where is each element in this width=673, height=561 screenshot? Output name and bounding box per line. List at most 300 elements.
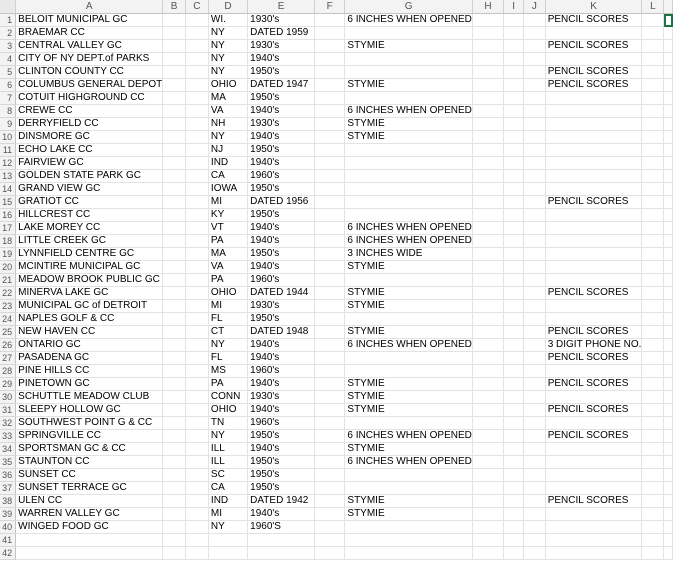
empty-cell[interactable] — [642, 66, 664, 79]
empty-cell[interactable] — [504, 53, 524, 66]
empty-cell[interactable] — [524, 79, 546, 92]
empty-cell[interactable] — [504, 287, 524, 300]
club-name-cell[interactable]: ECHO LAKE CC — [16, 144, 163, 157]
empty-cell[interactable] — [314, 443, 345, 456]
empty-cell[interactable] — [314, 27, 345, 40]
note-cell[interactable]: STYMIE — [345, 118, 472, 131]
club-name-cell[interactable]: FAIRVIEW GC — [16, 157, 163, 170]
note-cell[interactable] — [345, 209, 472, 222]
empty-cell[interactable] — [642, 14, 664, 27]
empty-cell[interactable] — [524, 391, 546, 404]
score-note-cell[interactable] — [545, 365, 642, 378]
empty-cell[interactable] — [185, 339, 208, 352]
score-note-cell[interactable] — [545, 118, 642, 131]
empty-cell[interactable] — [642, 222, 664, 235]
empty-cell[interactable] — [664, 313, 673, 326]
score-note-cell[interactable] — [545, 456, 642, 469]
note-cell[interactable]: 6 INCHES WHEN OPENED — [345, 235, 472, 248]
empty-cell[interactable] — [664, 40, 673, 53]
empty-cell[interactable] — [472, 79, 503, 92]
empty-cell[interactable] — [314, 183, 345, 196]
date-cell[interactable]: 1960's — [248, 365, 315, 378]
row-header[interactable]: 40 — [0, 521, 16, 534]
date-cell[interactable]: DATED 1942 — [248, 495, 315, 508]
score-note-cell[interactable]: PENCIL SCORES — [545, 66, 642, 79]
empty-cell[interactable] — [524, 118, 546, 131]
empty-cell[interactable] — [185, 326, 208, 339]
score-note-cell[interactable]: PENCIL SCORES — [545, 40, 642, 53]
note-cell[interactable]: 6 INCHES WHEN OPENED — [345, 14, 472, 27]
club-name-cell[interactable]: CITY OF NY DEPT.of PARKS — [16, 53, 163, 66]
empty-cell[interactable] — [314, 417, 345, 430]
empty-cell[interactable] — [163, 469, 186, 482]
row-header[interactable]: 9 — [0, 118, 16, 131]
row-header[interactable]: 3 — [0, 40, 16, 53]
date-cell[interactable]: 1940's — [248, 443, 315, 456]
empty-cell[interactable] — [664, 326, 673, 339]
empty-cell[interactable] — [314, 196, 345, 209]
empty-cell[interactable] — [664, 144, 673, 157]
empty-cell[interactable] — [642, 92, 664, 105]
empty-cell[interactable] — [524, 92, 546, 105]
empty-cell[interactable] — [642, 430, 664, 443]
empty-cell[interactable] — [664, 365, 673, 378]
date-cell[interactable]: 1940's — [248, 339, 315, 352]
empty-cell[interactable] — [664, 417, 673, 430]
empty-cell[interactable] — [524, 534, 546, 547]
empty-cell[interactable] — [524, 508, 546, 521]
empty-cell[interactable] — [642, 53, 664, 66]
empty-cell[interactable] — [163, 14, 186, 27]
empty-cell[interactable] — [524, 339, 546, 352]
note-cell[interactable]: 6 INCHES WHEN OPENED — [345, 339, 472, 352]
empty-cell[interactable] — [504, 430, 524, 443]
note-cell[interactable]: STYMIE — [345, 378, 472, 391]
empty-cell[interactable] — [163, 495, 186, 508]
club-name-cell[interactable]: DINSMORE GC — [16, 131, 163, 144]
state-cell[interactable]: CA — [208, 482, 247, 495]
score-note-cell[interactable] — [545, 417, 642, 430]
empty-cell[interactable] — [314, 300, 345, 313]
selected-cell[interactable] — [664, 14, 673, 27]
empty-cell[interactable] — [163, 248, 186, 261]
empty-cell[interactable] — [524, 105, 546, 118]
empty-cell[interactable] — [314, 209, 345, 222]
state-cell[interactable]: NY — [208, 40, 247, 53]
row-header[interactable]: 38 — [0, 495, 16, 508]
empty-cell[interactable] — [163, 378, 186, 391]
empty-cell[interactable] — [314, 248, 345, 261]
empty-cell[interactable] — [163, 53, 186, 66]
empty-cell[interactable] — [472, 183, 503, 196]
empty-cell[interactable] — [642, 313, 664, 326]
note-cell[interactable] — [345, 313, 472, 326]
column-header-d[interactable]: D — [208, 0, 247, 14]
club-name-cell[interactable]: NEW HAVEN CC — [16, 326, 163, 339]
club-name-cell[interactable]: PINETOWN GC — [16, 378, 163, 391]
empty-cell[interactable] — [472, 469, 503, 482]
date-cell[interactable]: 1950's — [248, 313, 315, 326]
row-header[interactable]: 26 — [0, 339, 16, 352]
empty-cell[interactable] — [185, 417, 208, 430]
empty-cell[interactable] — [642, 248, 664, 261]
date-cell[interactable]: 1940's — [248, 378, 315, 391]
empty-cell[interactable] — [314, 391, 345, 404]
empty-cell[interactable] — [185, 547, 208, 560]
empty-cell[interactable] — [642, 27, 664, 40]
select-all-corner[interactable] — [0, 0, 16, 14]
empty-cell[interactable] — [185, 235, 208, 248]
club-name-cell[interactable]: CENTRAL VALLEY GC — [16, 40, 163, 53]
empty-cell[interactable] — [163, 391, 186, 404]
row-header[interactable]: 27 — [0, 352, 16, 365]
empty-cell[interactable] — [504, 469, 524, 482]
column-header-g[interactable]: G — [345, 0, 472, 14]
state-cell[interactable]: NY — [208, 339, 247, 352]
empty-cell[interactable] — [185, 222, 208, 235]
empty-cell[interactable] — [314, 547, 345, 560]
note-cell[interactable] — [345, 66, 472, 79]
empty-cell[interactable] — [642, 404, 664, 417]
state-cell[interactable]: CONN — [208, 391, 247, 404]
empty-cell[interactable] — [163, 313, 186, 326]
empty-cell[interactable] — [314, 521, 345, 534]
empty-cell[interactable] — [504, 274, 524, 287]
empty-cell[interactable] — [664, 27, 673, 40]
empty-cell[interactable] — [504, 92, 524, 105]
row-header[interactable]: 28 — [0, 365, 16, 378]
empty-cell[interactable] — [504, 326, 524, 339]
note-cell[interactable]: STYMIE — [345, 508, 472, 521]
empty-cell[interactable] — [524, 14, 546, 27]
empty-cell[interactable] — [642, 352, 664, 365]
score-note-cell[interactable] — [545, 547, 642, 560]
row-header[interactable]: 8 — [0, 105, 16, 118]
score-note-cell[interactable] — [545, 105, 642, 118]
empty-cell[interactable] — [504, 313, 524, 326]
date-cell[interactable]: DATED 1944 — [248, 287, 315, 300]
empty-cell[interactable] — [472, 534, 503, 547]
state-cell[interactable]: OHIO — [208, 287, 247, 300]
empty-cell[interactable] — [504, 521, 524, 534]
score-note-cell[interactable] — [545, 274, 642, 287]
empty-cell[interactable] — [314, 14, 345, 27]
score-note-cell[interactable] — [545, 144, 642, 157]
empty-cell[interactable] — [642, 456, 664, 469]
row-header[interactable]: 7 — [0, 92, 16, 105]
row-header[interactable]: 5 — [0, 66, 16, 79]
empty-cell[interactable] — [664, 404, 673, 417]
column-header-e[interactable]: E — [248, 0, 315, 14]
club-name-cell[interactable]: BELOIT MUNICIPAL GC — [16, 14, 163, 27]
empty-cell[interactable] — [163, 404, 186, 417]
empty-cell[interactable] — [664, 222, 673, 235]
note-cell[interactable]: 6 INCHES WHEN OPENED — [345, 105, 472, 118]
note-cell[interactable]: STYMIE — [345, 287, 472, 300]
empty-cell[interactable] — [185, 482, 208, 495]
empty-cell[interactable] — [504, 352, 524, 365]
empty-cell[interactable] — [314, 40, 345, 53]
state-cell[interactable]: PA — [208, 235, 247, 248]
empty-cell[interactable] — [472, 157, 503, 170]
empty-cell[interactable] — [504, 248, 524, 261]
empty-cell[interactable] — [504, 300, 524, 313]
row-header[interactable]: 6 — [0, 79, 16, 92]
empty-cell[interactable] — [472, 274, 503, 287]
club-name-cell[interactable]: COTUIT HIGHGROUND CC — [16, 92, 163, 105]
empty-cell[interactable] — [472, 14, 503, 27]
club-name-cell[interactable]: BRAEMAR CC — [16, 27, 163, 40]
empty-cell[interactable] — [642, 339, 664, 352]
date-cell[interactable]: DATED 1956 — [248, 196, 315, 209]
empty-cell[interactable] — [504, 196, 524, 209]
empty-cell[interactable] — [524, 378, 546, 391]
row-header[interactable]: 16 — [0, 209, 16, 222]
score-note-cell[interactable] — [545, 261, 642, 274]
empty-cell[interactable] — [314, 131, 345, 144]
empty-cell[interactable] — [472, 144, 503, 157]
empty-cell[interactable] — [504, 40, 524, 53]
column-header-l[interactable]: L — [642, 0, 664, 14]
empty-cell[interactable] — [664, 79, 673, 92]
date-cell[interactable]: DATED 1947 — [248, 79, 315, 92]
empty-cell[interactable] — [472, 40, 503, 53]
empty-cell[interactable] — [185, 144, 208, 157]
empty-cell[interactable] — [664, 391, 673, 404]
empty-cell[interactable] — [642, 326, 664, 339]
state-cell[interactable]: FL — [208, 313, 247, 326]
note-cell[interactable] — [345, 482, 472, 495]
score-note-cell[interactable]: PENCIL SCORES — [545, 495, 642, 508]
empty-cell[interactable] — [642, 417, 664, 430]
empty-cell[interactable] — [185, 365, 208, 378]
empty-cell[interactable] — [185, 14, 208, 27]
date-cell[interactable] — [248, 534, 315, 547]
empty-cell[interactable] — [524, 27, 546, 40]
empty-cell[interactable] — [472, 417, 503, 430]
empty-cell[interactable] — [472, 196, 503, 209]
empty-cell[interactable] — [642, 391, 664, 404]
empty-cell[interactable] — [472, 53, 503, 66]
date-cell[interactable]: DATED 1959 — [248, 27, 315, 40]
empty-cell[interactable] — [314, 352, 345, 365]
score-note-cell[interactable] — [545, 27, 642, 40]
empty-cell[interactable] — [314, 66, 345, 79]
state-cell[interactable]: VA — [208, 105, 247, 118]
empty-cell[interactable] — [642, 274, 664, 287]
state-cell[interactable]: NY — [208, 66, 247, 79]
empty-cell[interactable] — [163, 131, 186, 144]
row-header[interactable]: 31 — [0, 404, 16, 417]
column-header-h[interactable]: H — [472, 0, 503, 14]
score-note-cell[interactable] — [545, 209, 642, 222]
empty-cell[interactable] — [642, 40, 664, 53]
empty-cell[interactable] — [185, 27, 208, 40]
empty-cell[interactable] — [163, 274, 186, 287]
empty-cell[interactable] — [664, 261, 673, 274]
empty-cell[interactable] — [185, 105, 208, 118]
empty-cell[interactable] — [504, 508, 524, 521]
empty-cell[interactable] — [664, 66, 673, 79]
empty-cell[interactable] — [642, 521, 664, 534]
row-header[interactable]: 11 — [0, 144, 16, 157]
note-cell[interactable]: STYMIE — [345, 443, 472, 456]
empty-cell[interactable] — [664, 287, 673, 300]
date-cell[interactable]: 1950's — [248, 92, 315, 105]
empty-cell[interactable] — [163, 456, 186, 469]
state-cell[interactable]: PA — [208, 274, 247, 287]
score-note-cell[interactable]: 3 DIGIT PHONE NO. — [545, 339, 642, 352]
score-note-cell[interactable] — [545, 170, 642, 183]
empty-cell[interactable] — [314, 365, 345, 378]
empty-cell[interactable] — [504, 547, 524, 560]
empty-cell[interactable] — [314, 326, 345, 339]
column-header-i[interactable]: I — [504, 0, 524, 14]
empty-cell[interactable] — [664, 235, 673, 248]
empty-cell[interactable] — [504, 443, 524, 456]
empty-cell[interactable] — [642, 144, 664, 157]
empty-cell[interactable] — [314, 378, 345, 391]
date-cell[interactable]: 1930's — [248, 40, 315, 53]
state-cell[interactable]: SC — [208, 469, 247, 482]
empty-cell[interactable] — [642, 261, 664, 274]
empty-cell[interactable] — [524, 157, 546, 170]
empty-cell[interactable] — [642, 287, 664, 300]
empty-cell[interactable] — [314, 222, 345, 235]
empty-cell[interactable] — [314, 79, 345, 92]
empty-cell[interactable] — [524, 222, 546, 235]
row-header[interactable]: 14 — [0, 183, 16, 196]
empty-cell[interactable] — [504, 339, 524, 352]
club-name-cell[interactable]: MCINTIRE MUNICIPAL GC — [16, 261, 163, 274]
club-name-cell[interactable]: PINE HILLS CC — [16, 365, 163, 378]
score-note-cell[interactable] — [545, 443, 642, 456]
empty-cell[interactable] — [163, 326, 186, 339]
empty-cell[interactable] — [642, 209, 664, 222]
empty-cell[interactable] — [185, 131, 208, 144]
empty-cell[interactable] — [314, 313, 345, 326]
empty-cell[interactable] — [642, 495, 664, 508]
state-cell[interactable]: PA — [208, 378, 247, 391]
score-note-cell[interactable] — [545, 313, 642, 326]
row-header[interactable]: 23 — [0, 300, 16, 313]
empty-cell[interactable] — [504, 404, 524, 417]
empty-cell[interactable] — [472, 66, 503, 79]
score-note-cell[interactable]: PENCIL SCORES — [545, 404, 642, 417]
state-cell[interactable]: VA — [208, 261, 247, 274]
club-name-cell[interactable] — [16, 547, 163, 560]
empty-cell[interactable] — [472, 352, 503, 365]
date-cell[interactable]: 1940's — [248, 157, 315, 170]
empty-cell[interactable] — [185, 469, 208, 482]
club-name-cell[interactable]: SPRINGVILLE CC — [16, 430, 163, 443]
date-cell[interactable]: 1950's — [248, 248, 315, 261]
empty-cell[interactable] — [185, 40, 208, 53]
score-note-cell[interactable]: PENCIL SCORES — [545, 352, 642, 365]
empty-cell[interactable] — [163, 183, 186, 196]
note-cell[interactable]: 6 INCHES WHEN OPENED — [345, 222, 472, 235]
note-cell[interactable]: 6 INCHES WHEN OPENED — [345, 456, 472, 469]
empty-cell[interactable] — [664, 300, 673, 313]
column-header-a[interactable]: A — [16, 0, 163, 14]
row-header[interactable]: 39 — [0, 508, 16, 521]
empty-cell[interactable] — [314, 404, 345, 417]
empty-cell[interactable] — [185, 521, 208, 534]
club-name-cell[interactable]: NAPLES GOLF & CC — [16, 313, 163, 326]
empty-cell[interactable] — [664, 482, 673, 495]
empty-cell[interactable] — [524, 183, 546, 196]
empty-cell[interactable] — [185, 92, 208, 105]
empty-cell[interactable] — [664, 183, 673, 196]
row-header[interactable]: 32 — [0, 417, 16, 430]
empty-cell[interactable] — [185, 378, 208, 391]
score-note-cell[interactable]: PENCIL SCORES — [545, 430, 642, 443]
club-name-cell[interactable]: PASADENA GC — [16, 352, 163, 365]
date-cell[interactable]: 1950's — [248, 430, 315, 443]
note-cell[interactable]: 6 INCHES WHEN OPENED — [345, 430, 472, 443]
score-note-cell[interactable]: PENCIL SCORES — [545, 196, 642, 209]
note-cell[interactable] — [345, 534, 472, 547]
empty-cell[interactable] — [185, 534, 208, 547]
empty-cell[interactable] — [163, 261, 186, 274]
empty-cell[interactable] — [664, 248, 673, 261]
note-cell[interactable]: STYMIE — [345, 404, 472, 417]
empty-cell[interactable] — [504, 495, 524, 508]
date-cell[interactable] — [248, 547, 315, 560]
empty-cell[interactable] — [524, 495, 546, 508]
empty-cell[interactable] — [314, 482, 345, 495]
empty-cell[interactable] — [314, 287, 345, 300]
row-header[interactable]: 42 — [0, 547, 16, 560]
club-name-cell[interactable]: GRAND VIEW GC — [16, 183, 163, 196]
empty-cell[interactable] — [472, 209, 503, 222]
empty-cell[interactable] — [314, 508, 345, 521]
empty-cell[interactable] — [185, 79, 208, 92]
row-header[interactable]: 30 — [0, 391, 16, 404]
empty-cell[interactable] — [664, 495, 673, 508]
empty-cell[interactable] — [185, 274, 208, 287]
club-name-cell[interactable]: MUNICIPAL GC of DETROIT — [16, 300, 163, 313]
empty-cell[interactable] — [163, 339, 186, 352]
empty-cell[interactable] — [163, 92, 186, 105]
club-name-cell[interactable]: CREWE CC — [16, 105, 163, 118]
note-cell[interactable] — [345, 417, 472, 430]
row-header[interactable]: 13 — [0, 170, 16, 183]
empty-cell[interactable] — [524, 144, 546, 157]
empty-cell[interactable] — [472, 365, 503, 378]
empty-cell[interactable] — [314, 157, 345, 170]
club-name-cell[interactable]: ONTARIO GC — [16, 339, 163, 352]
club-name-cell[interactable]: GRATIOT CC — [16, 196, 163, 209]
state-cell[interactable]: MI — [208, 508, 247, 521]
date-cell[interactable]: 1950's — [248, 144, 315, 157]
empty-cell[interactable] — [472, 378, 503, 391]
empty-cell[interactable] — [185, 443, 208, 456]
empty-cell[interactable] — [524, 313, 546, 326]
empty-cell[interactable] — [504, 482, 524, 495]
empty-cell[interactable] — [642, 365, 664, 378]
date-cell[interactable]: 1940's — [248, 508, 315, 521]
empty-cell[interactable] — [185, 313, 208, 326]
empty-cell[interactable] — [185, 404, 208, 417]
empty-cell[interactable] — [504, 391, 524, 404]
empty-cell[interactable] — [314, 274, 345, 287]
note-cell[interactable]: 3 INCHES WIDE — [345, 248, 472, 261]
score-note-cell[interactable] — [545, 508, 642, 521]
club-name-cell[interactable]: LYNNFIELD CENTRE GC — [16, 248, 163, 261]
empty-cell[interactable] — [472, 339, 503, 352]
empty-cell[interactable] — [524, 235, 546, 248]
